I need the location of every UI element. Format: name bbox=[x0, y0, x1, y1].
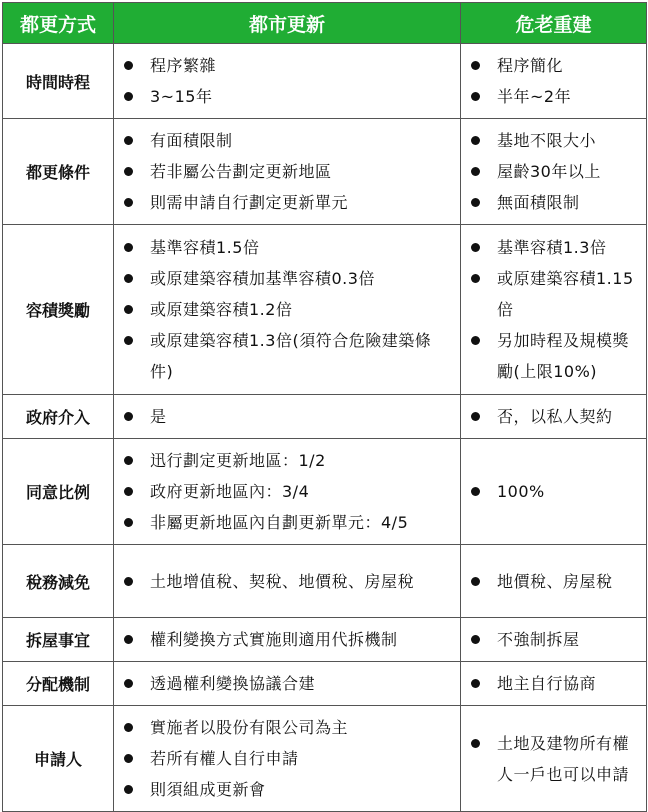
list-item bbox=[467, 125, 638, 156]
bullet-icon bbox=[471, 198, 480, 207]
list-item-text: 基準容積1.3倍 bbox=[497, 238, 607, 257]
urban-renewal-cell bbox=[114, 119, 461, 225]
bullet-list bbox=[467, 401, 638, 432]
list-item-text: 土地增值稅、契稅、地價稅、房屋稅 bbox=[150, 571, 415, 591]
bullet-list bbox=[467, 476, 638, 507]
row-label: 稅務減免 bbox=[3, 545, 114, 618]
list-item bbox=[120, 566, 452, 597]
bullet-list bbox=[467, 232, 638, 387]
bullet-icon bbox=[124, 274, 133, 283]
bullet-icon bbox=[471, 739, 480, 748]
bullet-list bbox=[120, 668, 452, 699]
bullet-list bbox=[120, 232, 452, 387]
list-item-text: 無面積限制 bbox=[497, 193, 580, 212]
list-item bbox=[467, 81, 638, 112]
bullet-list bbox=[120, 566, 452, 597]
list-item bbox=[120, 743, 452, 774]
bullet-icon bbox=[124, 754, 133, 763]
row-label: 容積獎勵 bbox=[3, 225, 114, 395]
row-label: 同意比例 bbox=[3, 439, 114, 545]
bullet-list bbox=[467, 50, 638, 112]
list-item-text: 是 bbox=[150, 407, 167, 426]
list-item-text: 或原建築容積1.15倍 bbox=[497, 269, 634, 319]
list-item bbox=[120, 294, 452, 325]
list-item-text: 政府更新地區內：3/4 bbox=[150, 482, 310, 501]
bullet-list bbox=[467, 566, 638, 597]
list-item-text: 程序繁雜 bbox=[150, 56, 217, 75]
bullet-list bbox=[467, 728, 638, 790]
list-item bbox=[120, 263, 452, 294]
list-item bbox=[120, 232, 452, 263]
list-item bbox=[120, 187, 452, 218]
header-old-building-rebuild: 危老重建 bbox=[461, 3, 647, 44]
bullet-icon bbox=[124, 167, 133, 176]
list-item bbox=[467, 401, 638, 432]
list-item bbox=[120, 445, 452, 476]
list-item bbox=[467, 728, 638, 790]
bullet-icon bbox=[471, 136, 480, 145]
list-item bbox=[467, 156, 638, 187]
list-item bbox=[120, 156, 452, 187]
list-item bbox=[120, 774, 452, 805]
list-item-text: 否，以私人契約 bbox=[497, 407, 613, 426]
list-item-text: 地主自行協商 bbox=[497, 674, 597, 693]
bullet-icon bbox=[471, 336, 480, 345]
bullet-list bbox=[467, 624, 638, 655]
table-row bbox=[3, 119, 647, 225]
table-row bbox=[3, 395, 647, 439]
bullet-icon bbox=[124, 456, 133, 465]
list-item-text: 3~15年 bbox=[150, 87, 213, 106]
bullet-icon bbox=[471, 487, 480, 496]
old-rebuild-cell bbox=[461, 545, 647, 618]
list-item-text: 地價稅、房屋稅 bbox=[497, 571, 613, 591]
list-item bbox=[467, 187, 638, 218]
bullet-list bbox=[120, 712, 452, 805]
row-label: 都更條件 bbox=[3, 119, 114, 225]
old-rebuild-cell bbox=[461, 618, 647, 662]
bullet-icon bbox=[124, 723, 133, 732]
bullet-icon bbox=[124, 577, 133, 586]
bullet-icon bbox=[471, 274, 480, 283]
old-rebuild-cell bbox=[461, 439, 647, 545]
list-item bbox=[467, 624, 638, 655]
bullet-icon bbox=[471, 92, 480, 101]
bullet-icon bbox=[124, 92, 133, 101]
old-rebuild-cell bbox=[461, 44, 647, 119]
list-item-text: 不強制拆屋 bbox=[497, 630, 580, 649]
row-label: 政府介入 bbox=[3, 395, 114, 439]
row-label: 時間時程 bbox=[3, 44, 114, 119]
list-item bbox=[120, 668, 452, 699]
bullet-list bbox=[120, 50, 452, 112]
list-item-text: 迅行劃定更新地區：1/2 bbox=[150, 451, 326, 470]
table-row bbox=[3, 439, 647, 545]
list-item-text: 有面積限制 bbox=[150, 131, 233, 150]
urban-renewal-cell bbox=[114, 618, 461, 662]
comparison-table bbox=[2, 2, 647, 812]
list-item-text: 或原建築容積1.3倍(須符合危險建築條件) bbox=[150, 331, 432, 381]
bullet-icon bbox=[124, 679, 133, 688]
bullet-list bbox=[467, 668, 638, 699]
old-rebuild-cell bbox=[461, 395, 647, 439]
list-item bbox=[467, 232, 638, 263]
bullet-icon bbox=[124, 61, 133, 70]
table-row bbox=[3, 662, 647, 706]
list-item bbox=[467, 668, 638, 699]
list-item bbox=[467, 263, 638, 325]
list-item-text: 透過權利變換協議合建 bbox=[150, 674, 316, 693]
list-item-text: 非屬更新地區內自劃更新單元：4/5 bbox=[150, 513, 409, 532]
list-item-text: 或原建築容積1.2倍 bbox=[150, 300, 293, 319]
bullet-icon bbox=[471, 635, 480, 644]
row-label: 分配機制 bbox=[3, 662, 114, 706]
bullet-icon bbox=[471, 412, 480, 421]
list-item bbox=[120, 401, 452, 432]
table-row bbox=[3, 44, 647, 119]
bullet-list bbox=[120, 125, 452, 218]
bullet-icon bbox=[124, 136, 133, 145]
list-item-text: 或原建築容積加基準容積0.3倍 bbox=[150, 269, 375, 288]
bullet-icon bbox=[124, 412, 133, 421]
list-item-text: 另加時程及規模獎勵(上限10%) bbox=[497, 331, 630, 381]
list-item-text: 基準容積1.5倍 bbox=[150, 238, 260, 257]
old-rebuild-cell bbox=[461, 119, 647, 225]
bullet-icon bbox=[124, 487, 133, 496]
list-item-text: 基地不限大小 bbox=[497, 131, 597, 150]
bullet-list bbox=[120, 401, 452, 432]
urban-renewal-cell bbox=[114, 706, 461, 812]
list-item-text: 實施者以股份有限公司為主 bbox=[150, 718, 349, 737]
bullet-icon bbox=[124, 635, 133, 644]
bullet-list bbox=[120, 624, 452, 655]
list-item-text: 權利變換方式實施則適用代拆機制 bbox=[150, 630, 398, 649]
bullet-icon bbox=[124, 305, 133, 314]
list-item-text: 則需申請自行劃定更新單元 bbox=[150, 193, 349, 212]
list-item bbox=[120, 712, 452, 743]
bullet-icon bbox=[124, 785, 133, 794]
bullet-icon bbox=[124, 243, 133, 252]
list-item bbox=[120, 325, 452, 387]
list-item-text: 若非屬公告劃定更新地區 bbox=[150, 162, 332, 181]
urban-renewal-cell bbox=[114, 662, 461, 706]
bullet-icon bbox=[124, 518, 133, 527]
bullet-list bbox=[467, 125, 638, 218]
list-item-text: 則須組成更新會 bbox=[150, 780, 266, 799]
urban-renewal-cell bbox=[114, 44, 461, 119]
bullet-list bbox=[120, 445, 452, 538]
bullet-icon bbox=[471, 243, 480, 252]
list-item-text: 若所有權人自行申請 bbox=[150, 749, 299, 768]
bullet-icon bbox=[124, 336, 133, 345]
old-rebuild-cell bbox=[461, 225, 647, 395]
header-method: 都更方式 bbox=[3, 3, 114, 44]
bullet-icon bbox=[124, 198, 133, 207]
list-item bbox=[120, 81, 452, 112]
row-label: 拆屋事宜 bbox=[3, 618, 114, 662]
table-row bbox=[3, 618, 647, 662]
list-item bbox=[120, 50, 452, 81]
list-item bbox=[120, 476, 452, 507]
list-item bbox=[467, 566, 638, 597]
row-label: 申請人 bbox=[3, 706, 114, 812]
table-row bbox=[3, 706, 647, 812]
list-item bbox=[120, 624, 452, 655]
urban-renewal-cell bbox=[114, 395, 461, 439]
header-row bbox=[3, 3, 647, 44]
list-item-text: 程序簡化 bbox=[497, 56, 564, 75]
list-item bbox=[120, 125, 452, 156]
list-item bbox=[467, 476, 638, 507]
bullet-icon bbox=[471, 61, 480, 70]
list-item-text: 土地及建物所有權人一戶也可以申請 bbox=[497, 733, 630, 784]
list-item-text: 屋齡30年以上 bbox=[497, 162, 601, 181]
old-rebuild-cell bbox=[461, 662, 647, 706]
table-row bbox=[3, 225, 647, 395]
header-urban-renewal: 都市更新 bbox=[114, 3, 461, 44]
list-item-text: 100% bbox=[497, 482, 545, 501]
old-rebuild-cell bbox=[461, 706, 647, 812]
bullet-icon bbox=[471, 577, 480, 586]
list-item bbox=[120, 507, 452, 538]
list-item bbox=[467, 325, 638, 387]
bullet-icon bbox=[471, 679, 480, 688]
bullet-icon bbox=[471, 167, 480, 176]
list-item-text: 半年~2年 bbox=[497, 87, 572, 106]
urban-renewal-cell bbox=[114, 439, 461, 545]
table-row bbox=[3, 545, 647, 618]
urban-renewal-cell bbox=[114, 225, 461, 395]
urban-renewal-cell bbox=[114, 545, 461, 618]
list-item bbox=[467, 50, 638, 81]
